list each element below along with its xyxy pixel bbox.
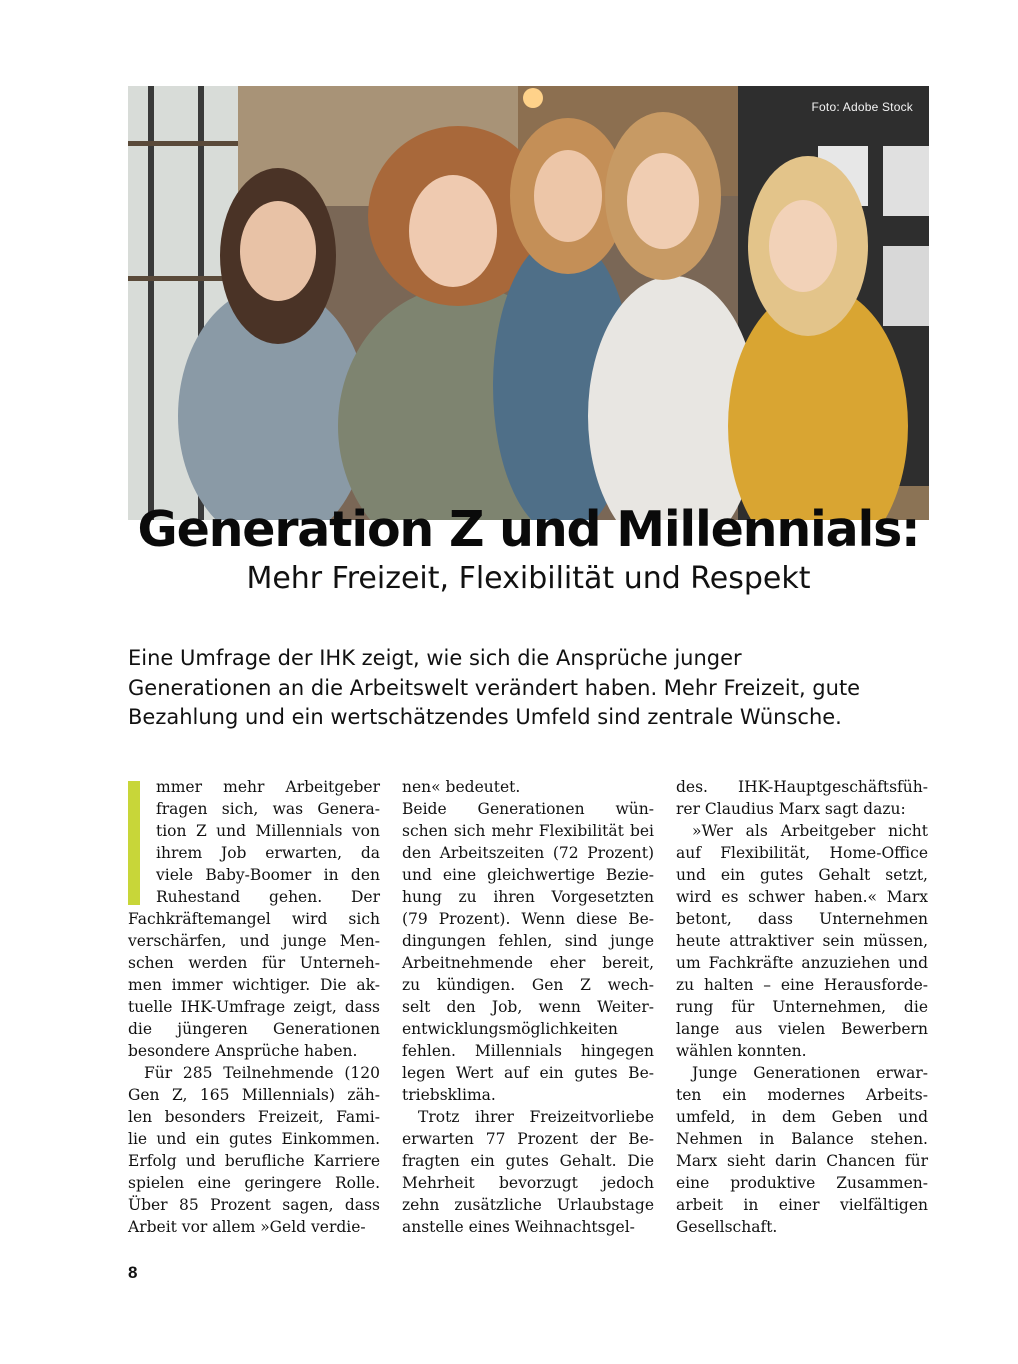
intro-line: Bezahlung und ein wertschätzendes Umfeld sind zentrale Wünsche. xyxy=(128,705,842,729)
column-text-line: besondere Ansprüche haben. xyxy=(128,1042,358,1060)
column-text-line: Arbeitnehmende eher bereit, xyxy=(402,954,654,972)
column-text-line: Erfolg und berufliche Karriere xyxy=(128,1152,380,1170)
column-text-line: ihrem Job erwarten, da xyxy=(156,844,380,862)
column-text-line: ten ein modernes Arbeits- xyxy=(676,1086,928,1104)
column-text-line: auf Flexibilität, Home-Office xyxy=(676,844,928,862)
column-text-line: entwicklungsmöglichkeiten xyxy=(402,1020,618,1038)
column-text-line: wählen konnten. xyxy=(676,1042,807,1060)
column-text-line: mmer mehr Arbeitgeber xyxy=(156,778,380,796)
column-text-line: Nehmen in Balance stehen. xyxy=(676,1130,928,1148)
column-text-line: tion Z und Millennials von xyxy=(156,822,380,840)
column-text-line: eine produktive Zusammen- xyxy=(676,1174,928,1192)
column-text-line: betont, dass Unternehmen xyxy=(676,910,928,928)
column-text-line: zu kündigen. Gen Z wech- xyxy=(402,976,654,994)
group-photo-icon xyxy=(128,86,929,520)
intro-line: Generationen an die Arbeitswelt verändert haben. Mehr Freizeit, gute xyxy=(128,675,861,700)
column-text-line: spielen eine geringere Rolle. xyxy=(128,1174,380,1192)
column-text-line: Mehrheit bevorzugt jedoch xyxy=(402,1174,654,1192)
column-text-line: zu halten – eine Herausforde- xyxy=(676,976,928,994)
column-text-line: des. IHK-Hauptgeschäftsfüh- xyxy=(676,778,928,796)
article-title: Generation Z und Millennials: xyxy=(137,501,920,558)
column-text-line: triebsklima. xyxy=(402,1086,496,1104)
article-subtitle: Mehr Freizeit, Flexibilität und Respekt xyxy=(246,561,811,596)
column-text-line: »Wer als Arbeitgeber nicht xyxy=(692,822,928,840)
column-text-line: Marx sieht darin Chancen für xyxy=(676,1152,928,1170)
column-text-line: nen« bedeutet. xyxy=(402,778,521,796)
column-text-line: Fachkräftemangel wird sich xyxy=(128,910,380,928)
column-text-line: len besonders Freizeit, Fami- xyxy=(128,1108,380,1126)
column-text-line: erwarten 77 Prozent der Be- xyxy=(402,1130,654,1148)
column-text-line: wird es schwer haben.« Marx xyxy=(676,888,928,906)
column-text-line: Gesellschaft. xyxy=(676,1218,778,1236)
column-text-line: anstelle eines Weihnachtsgel- xyxy=(402,1218,635,1236)
column-text-line: selt den Job, wenn Weiter- xyxy=(402,998,654,1016)
column-text-line: lie und ein gutes Einkommen. xyxy=(128,1130,380,1148)
column-text-line: fehlen. Millennials hingegen xyxy=(402,1042,654,1060)
column-text-line: und ein gutes Gehalt setzt, xyxy=(676,866,928,884)
column-text-line: lange aus vielen Bewerbern xyxy=(676,1020,928,1038)
column-text-line: und eine gleichwertige Bezie- xyxy=(402,866,654,884)
column-text-line: rung für Unternehmen, die xyxy=(676,998,928,1016)
photo-credit: Foto: Adobe Stock xyxy=(811,100,913,114)
intro-line: Eine Umfrage der IHK zeigt, wie sich die Ansprüche junger xyxy=(128,646,742,670)
column-text-line: dingungen fehlen, sind junge xyxy=(402,932,654,950)
page-number: 8 xyxy=(128,1263,138,1282)
column-text-line: Trotz ihrer Freizeitvorliebe xyxy=(418,1108,654,1126)
column-text-line: fragten ein gutes Gehalt. Die xyxy=(402,1152,654,1170)
column-text-line: Gen Z, 165 Millennials) zäh- xyxy=(128,1086,380,1104)
header-photo xyxy=(128,86,929,520)
column-text-line: fragen sich, was Genera- xyxy=(156,800,380,818)
column-text-line: Ruhestand gehen. Der xyxy=(156,888,380,906)
column-text-line: schen sich mehr Flexibilität bei xyxy=(402,822,654,840)
column-text-line: die jüngeren Generationen xyxy=(128,1020,380,1038)
column-text-line: Beide Generationen wün- xyxy=(402,800,654,818)
column-text-line: arbeit in einer vielfältigen xyxy=(676,1196,928,1214)
column-text-line: zehn zusätzliche Urlaubstage xyxy=(402,1196,654,1214)
column-text-line: heute attraktiver sein müssen, xyxy=(676,932,928,950)
column-text-line: Arbeit vor allem »Geld verdie- xyxy=(128,1218,366,1236)
column-text-line: (79 Prozent). Wenn diese Be- xyxy=(402,910,654,928)
column-text-line: umfeld, in dem Geben und xyxy=(676,1108,928,1126)
text-column-1 xyxy=(128,776,380,1238)
column-text-line: schen werden für Unterneh- xyxy=(128,954,380,972)
column-text-line: legen Wert auf ein gutes Be- xyxy=(402,1064,654,1082)
column-text-line: den Arbeitszeiten (72 Prozent) xyxy=(402,844,654,862)
column-text-line: viele Baby-Boomer in den xyxy=(156,866,380,884)
column-text-line: men immer wichtiger. Die ak- xyxy=(128,976,380,994)
article-intro xyxy=(128,644,929,733)
text-column-2 xyxy=(402,776,654,1238)
column-text-line: hung zu ihren Vorgesetzten xyxy=(402,888,654,906)
column-text-line: Junge Generationen erwar- xyxy=(692,1064,928,1082)
column-text-line: Über 85 Prozent sagen, dass xyxy=(128,1196,380,1214)
column-text-line: tuelle IHK-Umfrage zeigt, dass xyxy=(128,998,380,1016)
text-column-3 xyxy=(676,776,928,1238)
column-text-line: verschärfen, und junge Men- xyxy=(128,932,380,950)
column-text-line: rer Claudius Marx sagt dazu: xyxy=(676,800,906,818)
column-text-line: Für 285 Teilnehmende (120 xyxy=(144,1064,380,1082)
column-text-line: um Fachkräfte anzuziehen und xyxy=(676,954,928,972)
